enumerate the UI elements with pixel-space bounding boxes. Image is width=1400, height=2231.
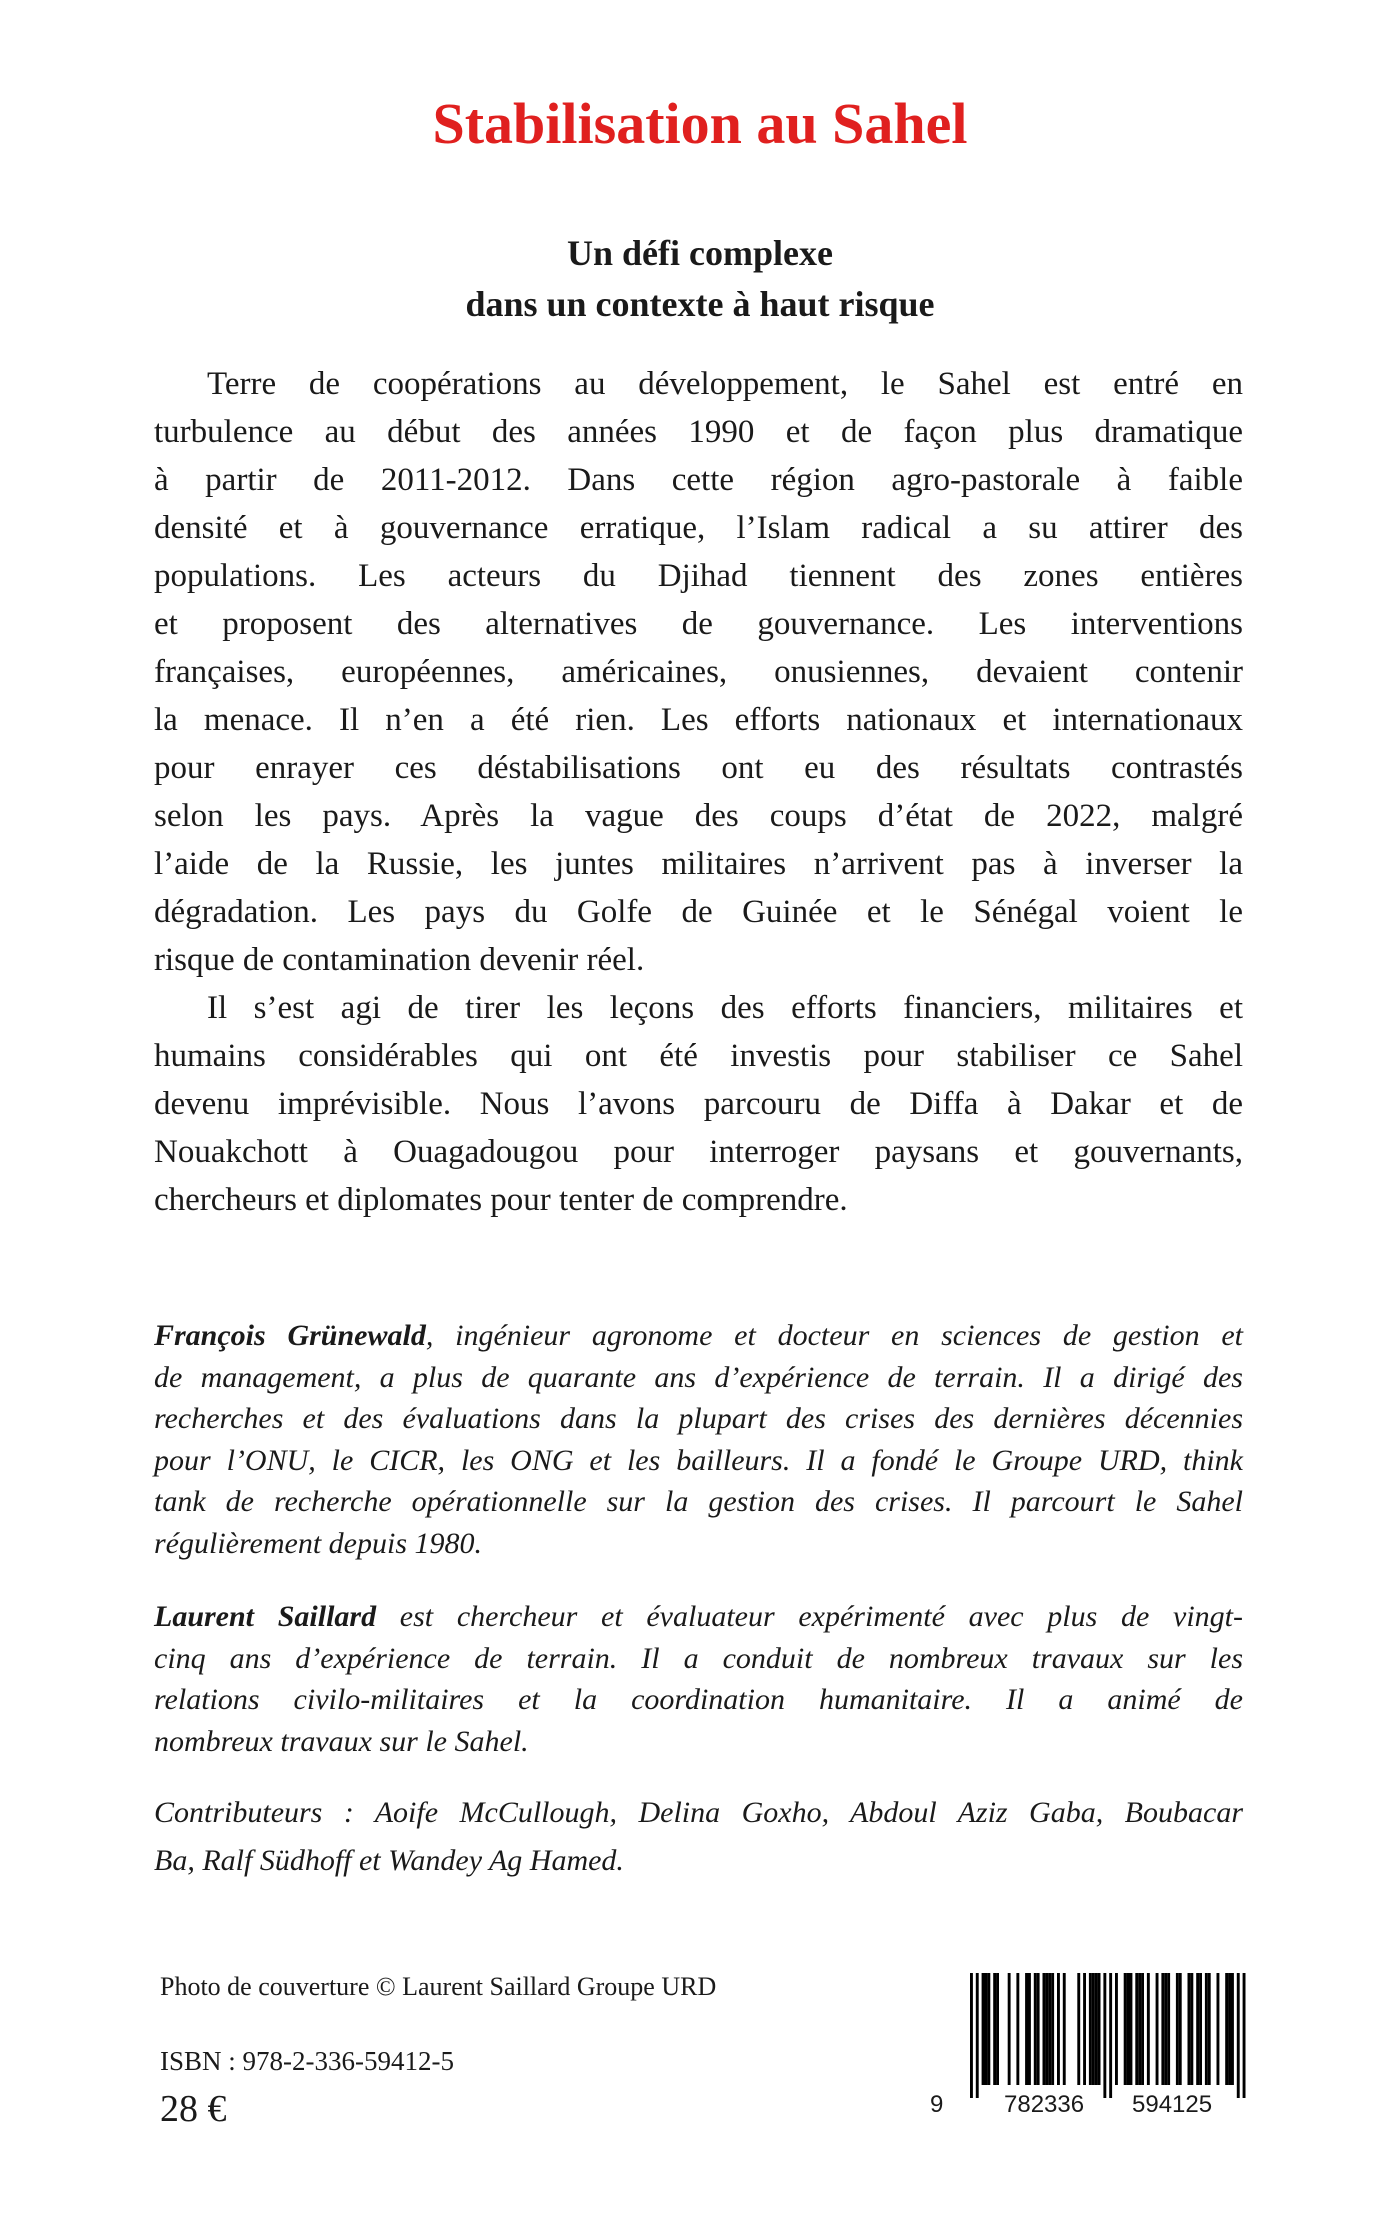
- blurb-line: risque de contamination devenir réel.: [154, 942, 645, 978]
- barcode-bar: [1109, 1973, 1112, 2098]
- barcode-bar: [1161, 1973, 1164, 2085]
- isbn: ISBN : 978-2-336-59412-5: [160, 2046, 454, 2076]
- barcode-bar: [1138, 1973, 1141, 2085]
- barcode-bar: [1092, 1973, 1095, 2085]
- blurb-line: dégradation. Les pays du Golfe de Guinée et le Sénégal voient le: [154, 894, 1243, 930]
- barcode-bar: [1205, 1973, 1208, 2085]
- bio-line: recherches et des évaluations dans la plupart des crises des dernières décennies: [154, 1402, 1243, 1435]
- blurb-line: pour enrayer ces déstabilisations ont eu des résultats contrastés: [154, 750, 1243, 786]
- barcode-bar: [1190, 1973, 1193, 2085]
- barcode-bar: [1098, 1973, 1101, 2085]
- barcode-bar: [1167, 1973, 1170, 2085]
- barcode-left-digits: 782336: [1004, 2091, 1085, 2118]
- bio-line: régulièrement depuis 1980.: [154, 1526, 482, 1560]
- barcode-bar: [1063, 1973, 1066, 2085]
- bio-line: [154, 1596, 1243, 1638]
- contributors-line: Contributeurs : Aoife McCullough, Delina Goxho, Abdoul Aziz Gaba, Boubacar: [154, 1796, 1243, 1829]
- bio-line: tank de recherche opérationnelle sur la gestion des crises. Il parcourt le Sahel: [154, 1485, 1243, 1518]
- barcode-bar: [1008, 1973, 1011, 2085]
- barcode-bar: [976, 1973, 979, 2098]
- subtitle-line: dans un contexte à haut risque: [465, 284, 935, 324]
- blurb-line: devenu imprévisible. Nous l’avons parcouru de Diffa à Dakar et de: [154, 1086, 1243, 1122]
- barcode-bar: [970, 1973, 973, 2098]
- bio-text: , ingénieur agronome et docteur en sciences de gestion et: [425, 1319, 1243, 1352]
- barcode-bar: [1028, 1973, 1031, 2085]
- barcode-bar: [1164, 1973, 1167, 2085]
- barcode-bar: [1130, 1973, 1133, 2085]
- author-bio-grunewald: [154, 1315, 1243, 1564]
- barcode-bar: [1124, 1973, 1127, 2085]
- barcode-bar: [1243, 1973, 1246, 2098]
- barcode-bar: [1034, 1973, 1037, 2085]
- blurb-line: Terre de coopérations au développement, le Sahel est entré en: [207, 366, 1243, 402]
- barcode-bar: [1237, 1973, 1240, 2098]
- barcode-bar: [1048, 1973, 1051, 2085]
- author-bio-saillard: [154, 1596, 1243, 1762]
- blurb-line: Nouakchott à Ouagadougou pour interroger paysans et gouvernants,: [154, 1134, 1243, 1170]
- barcode-bar: [985, 1973, 988, 2085]
- barcode-bar: [993, 1973, 996, 2085]
- barcode-bar: [1043, 1973, 1046, 2085]
- barcode-bar: [1217, 1973, 1220, 2085]
- barcode-bar: [1077, 1973, 1080, 2085]
- barcode-bar: [1095, 1973, 1098, 2085]
- barcode-bar: [1199, 1973, 1202, 2085]
- barcode-bar: [1225, 1973, 1228, 2085]
- blurb-line: selon les pays. Après la vague des coups d’état de 2022, malgré: [154, 798, 1243, 834]
- barcode: [930, 1973, 1260, 2123]
- barcode-bar: [1037, 1973, 1040, 2085]
- bio-line: nombreux travaux sur le Sahel.: [154, 1724, 529, 1758]
- barcode-bar: [987, 1973, 990, 2085]
- barcode-bar: [1057, 1973, 1060, 2085]
- barcode-bar: [1196, 1973, 1199, 2085]
- barcode-bar: [1045, 1973, 1048, 2085]
- barcode-bar: [1188, 1973, 1191, 2085]
- barcode-bar: [1103, 1973, 1106, 2098]
- barcode-bar: [1231, 1973, 1234, 2085]
- barcode-bar: [1089, 1973, 1092, 2085]
- barcode-bar: [1016, 1973, 1019, 2085]
- book-title: Stabilisation au Sahel: [432, 91, 968, 156]
- barcode-bars: [930, 1973, 1260, 2098]
- blurb-line: à partir de 2011-2012. Dans cette région agro-pastorale à faible: [154, 462, 1243, 498]
- barcode-bar: [1135, 1973, 1138, 2085]
- blurb-line: françaises, européennes, américaines, onusiennes, devaient contenir: [154, 654, 1243, 690]
- barcode-bar: [1156, 1973, 1159, 2085]
- bio-line: de management, a plus de quarante ans d’expérience de terrain. Il a dirigé des: [154, 1360, 1243, 1394]
- barcode-bar: [996, 1973, 999, 2085]
- barcode-bar: [1179, 1973, 1182, 2085]
- subtitle-line: Un défi complexe: [567, 233, 833, 273]
- bio-line: relations civilo-militaires et la coordination humanitaire. Il a animé de: [154, 1683, 1243, 1716]
- blurb-line: populations. Les acteurs du Djihad tiennent des zones entières: [154, 558, 1243, 594]
- price: 28 €: [160, 2088, 227, 2130]
- blurb-line: la menace. Il n’en a été rien. Les efforts nationaux et internationaux: [154, 702, 1243, 738]
- blurb-line: humains considérables qui ont été investis pour stabiliser ce Sahel: [154, 1038, 1243, 1074]
- blurb-line: chercheurs et diplomates pour tenter de comprendre.: [154, 1182, 848, 1218]
- barcode-bar: [1147, 1973, 1150, 2085]
- barcode-bar: [1127, 1973, 1130, 2085]
- barcode-bar: [1025, 1973, 1028, 2085]
- barcode-bar: [982, 1973, 985, 2085]
- barcode-bar: [1083, 1973, 1086, 2085]
- contributors: [154, 1789, 1243, 1885]
- bio-line: [154, 1315, 1243, 1357]
- contributors-line: Ba, Ralf Südhoff et Wandey Ag Hamed.: [154, 1844, 624, 1877]
- book-subtitle: [0, 228, 1400, 330]
- barcode-bar: [1176, 1973, 1179, 2085]
- blurb-line: densité et à gouvernance erratique, l’Islam radical a su attirer des: [154, 510, 1243, 546]
- blurb-line: l’aide de la Russie, les juntes militaires n’arrivent pas à inverser la: [154, 846, 1243, 882]
- blurb-line: turbulence au début des années 1990 et de façon plus dramatique: [154, 414, 1243, 450]
- barcode-bar: [1228, 1973, 1231, 2085]
- author-name: Laurent Saillard: [154, 1600, 377, 1633]
- bio-text: est chercheur et évaluateur expérimenté avec plus de vingt-: [376, 1600, 1243, 1633]
- blurb-line: Il s’est agi de tirer les leçons des efforts financiers, militaires et: [207, 990, 1243, 1026]
- barcode-bar: [1141, 1973, 1144, 2085]
- barcode-right-digits: 594125: [1132, 2091, 1213, 2118]
- bio-line: pour l’ONU, le CICR, les ONG et les bailleurs. Il a fondé le Groupe URD, think: [154, 1443, 1243, 1477]
- author-name: François Grünewald: [154, 1319, 426, 1352]
- blurb-line: et proposent des alternatives de gouvernance. Les interventions: [154, 606, 1243, 642]
- bio-line: cinq ans d’expérience de terrain. Il a conduit de nombreux travaux sur les: [154, 1641, 1243, 1675]
- photo-credit: Photo de couverture © Laurent Saillard Groupe URD: [160, 1972, 717, 2001]
- barcode-bar: [1115, 1973, 1118, 2085]
- barcode-bar: [1051, 1973, 1054, 2085]
- barcode-bar: [1208, 1973, 1211, 2085]
- barcode-first-digit: 9: [930, 2091, 944, 2118]
- blurb: [154, 360, 1243, 1224]
